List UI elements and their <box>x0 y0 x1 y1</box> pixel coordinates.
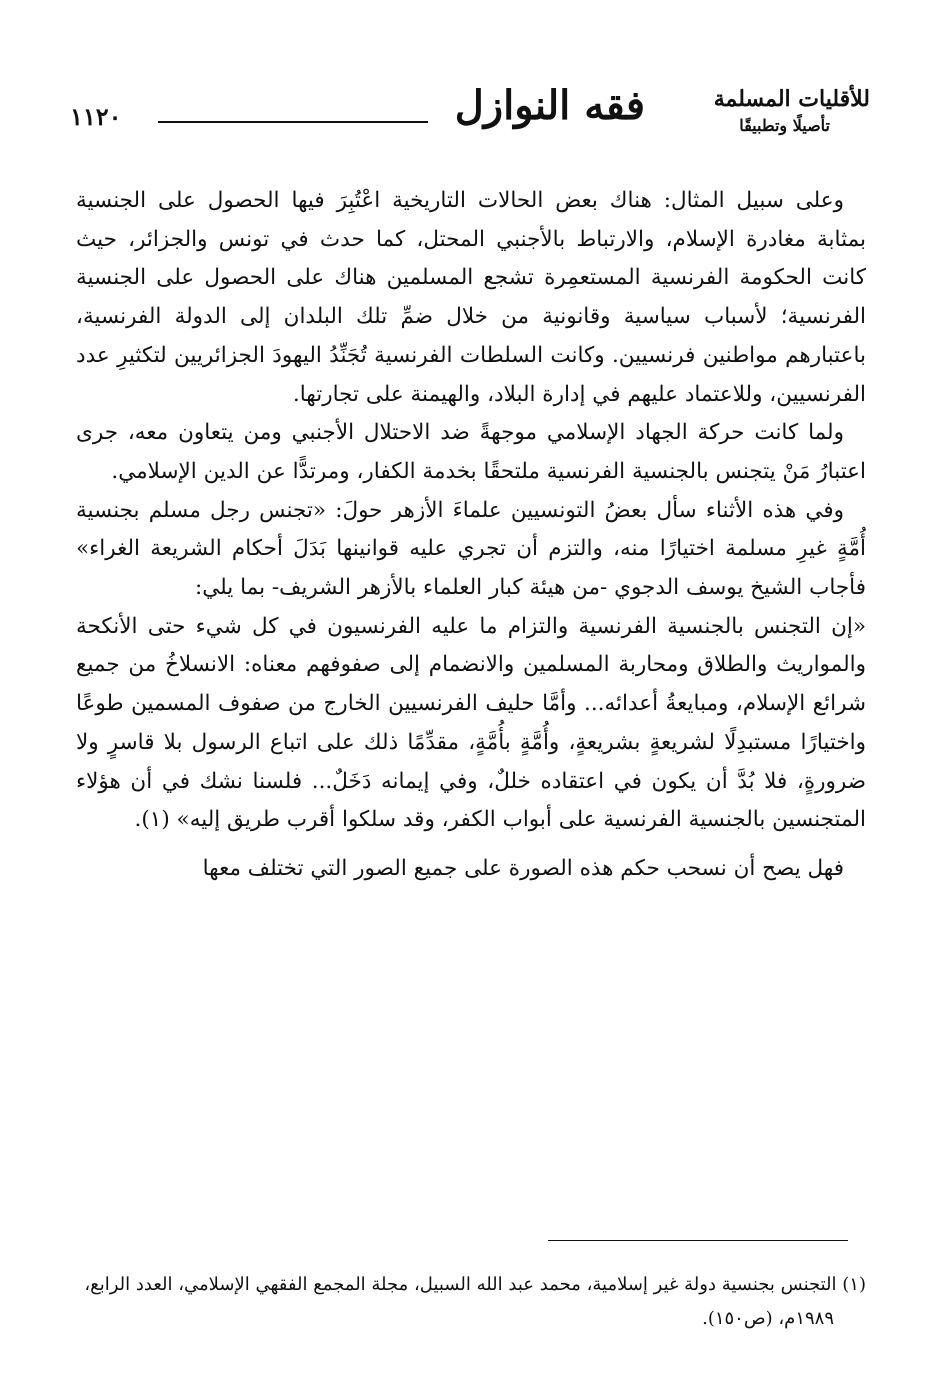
page-number: ١١٢٠ <box>70 102 122 131</box>
running-header <box>70 80 870 150</box>
footnote-separator <box>548 1240 848 1241</box>
paragraph-3: وفي هذه الأثناء سأل بعضُ التونسيين علماءَ الأزهر حولَ: «تجنس رجل مسلم بجنسية أُمَّةٍ غيرِ مسلمة اختيارًا منه، والتزم أن تجري عليه قوانينها بَدَلَ أحكام الشريعة الغراء» فأجاب الشيخ يوسف الدجوي -من هيئة كبار العلماء بالأزهر الشريف- بما يلي: <box>76 497 866 601</box>
footnotes <box>76 1268 866 1336</box>
paragraph-2: ولما كانت حركة الجهاد الإسلامي موجهةً ضد الاحتلال الأجنبي ومن يتعاون معه، جرى اعتبارُ مَنْ يتجنس بالجنسية الفرنسية ملتحقًا بخدمة الكفار، ومرتدًّا عن الدين الإسلامي. <box>76 420 866 484</box>
paragraph-5: فهل يصح أن نسحب حكم هذه الصورة على جميع الصور التي تختلف معها <box>202 855 844 881</box>
footnote-1-line-1: (١) التجنس بجنسية دولة غير إسلامية، محمد عبد الله السبيل، مجلة المجمع الفقهي الإسلامي، العدد الرابع، <box>84 1274 866 1295</box>
header-rule <box>158 121 428 123</box>
quotation-paragraph: «إن التجنس بالجنسية الفرنسية والتزام ما عليه الفرنسيون في كل شيء حتى الأنكحة والمواريث والطلاق ومحاربة المسلمين والانضمام إلى صفوفهم معناه: الانسلاخُ من جميع شرائع الإسلام، ومبايعةُ أعدائه... وأمَّا حليف الفرنسيين الخارج من صفوف المسمين طوعًا واختيارًا مستبدِلًا لشريعةٍ بشريعةٍ، وأُمَّةٍ بأُمَّةٍ، مقدِّمًا ذلك على اتباع الرسول بلا قاسرٍ ولا ضرورةٍ، فلا بُدَّ أن يكون في اعتقاده خللٌ، وفي إيمانه دَخَلٌ... فلسنا نشك في أن هؤلاء المتجنسين بالجنسية الفرنسية على أبواب الكفر، وقد سلكوا أقرب طريق إليه» (١). <box>76 613 866 833</box>
header-subtitle-top: للأقليات المسلمة <box>713 86 870 112</box>
footnote-1-line-2: ١٩٨٩م، (ص١٥٠). <box>702 1308 834 1329</box>
body-text <box>76 182 866 889</box>
header-title: فقه النوازل <box>454 82 645 129</box>
paragraph-1: وعلى سبيل المثال: هناك بعض الحالات التاريخية اعْتُبِرَ فيها الحصول على الجنسية بمثابة مغادرة الإسلام، والارتباط بالأجنبي المحتل، كما حدث في تونس والجزائر، حيث كانت الحكومة الفرنسية المستعمِرة تشجع المسلمين هناك على الحصول على الجنسية الفرنسية؛ لأسباب سياسية وقانونية من خلال ضمِّ تلك البلدان إلى الدولة الفرنسية، باعتبارهم مواطنين فرنسيين. وكانت السلطات الفرنسية تُجَنِّدُ اليهودَ الجزائريين لتكثيرِ عدد الفرنسيين، وللاعتماد عليهم في إدارة البلاد، والهيمنة على تجارتها. <box>76 188 866 407</box>
header-subtitle-bottom: تأصيلًا وتطبيقًا <box>739 116 830 135</box>
